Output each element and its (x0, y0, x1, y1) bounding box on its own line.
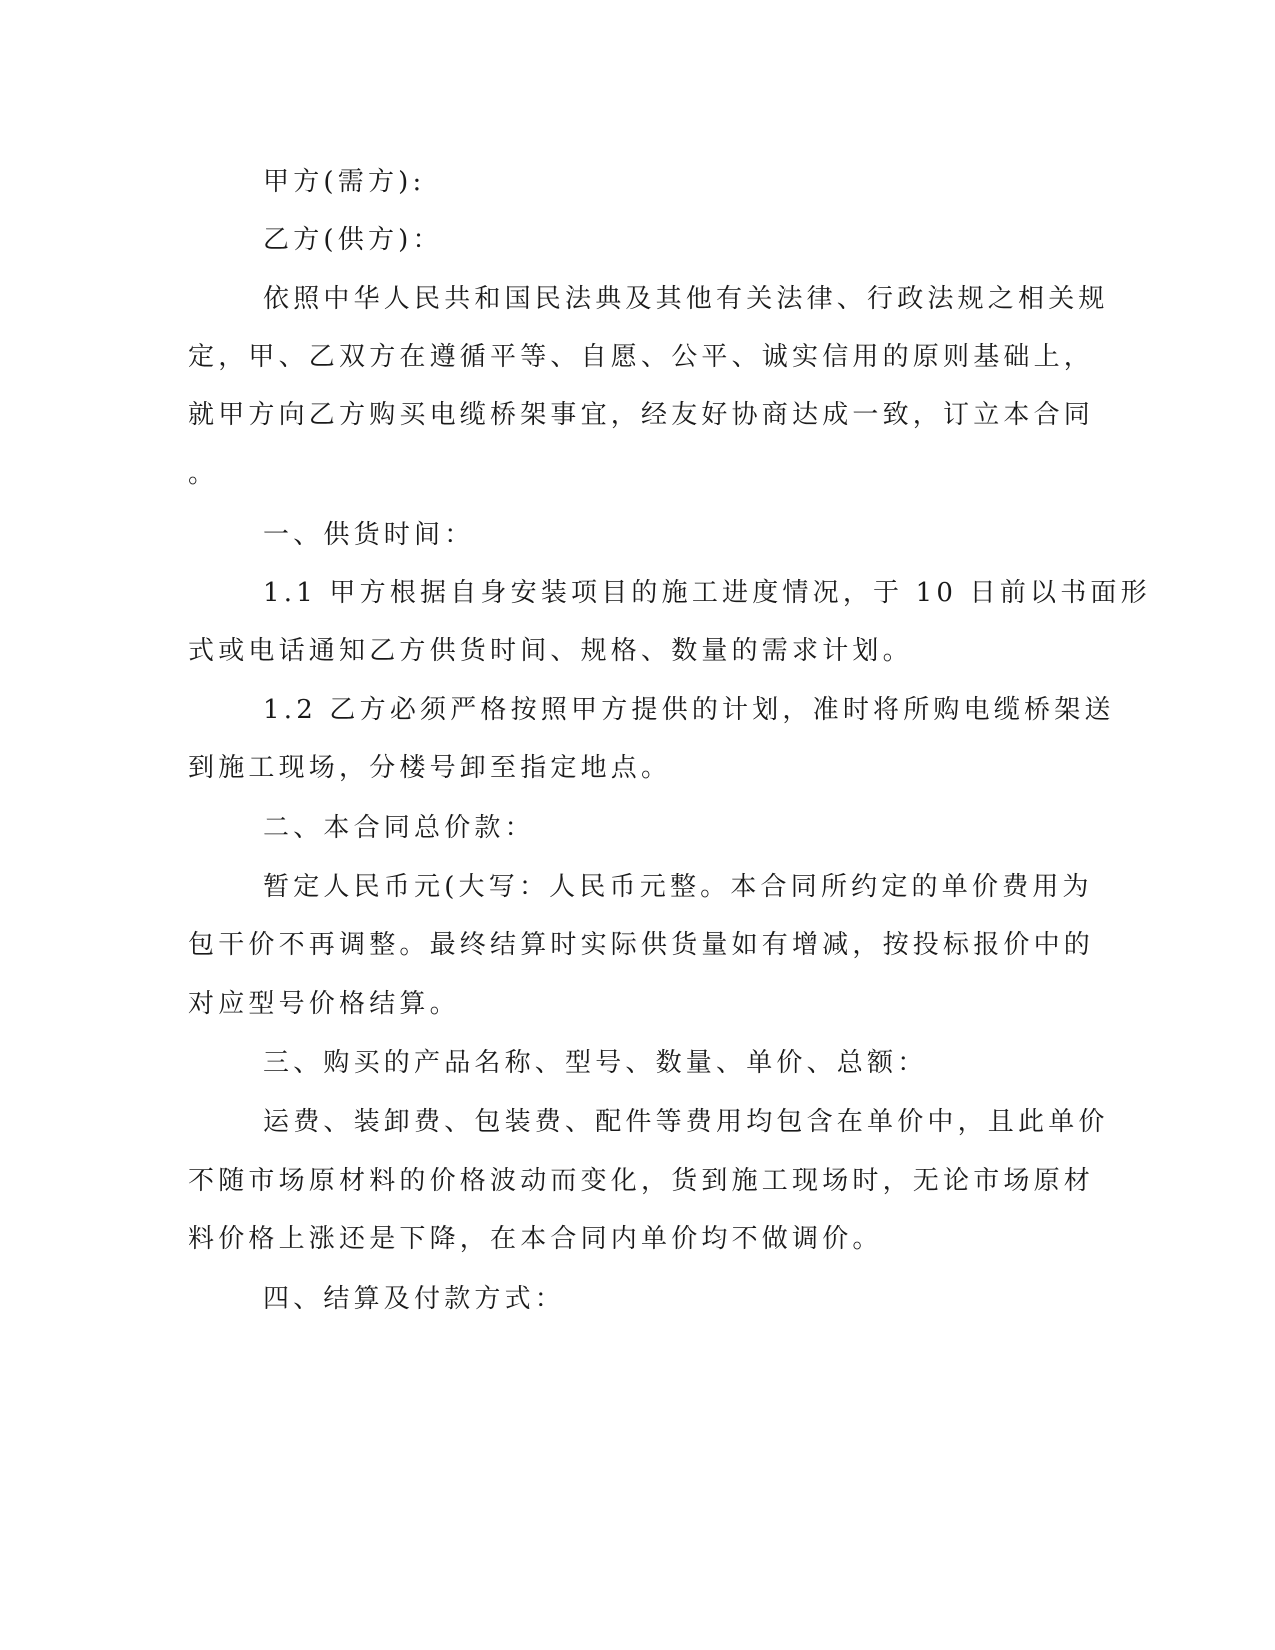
preamble-line-4: 。 (188, 459, 219, 489)
preamble-line-3: 就甲方向乙方购买电缆桥架事宜，经友好协商达成一致，订立本合同 (188, 400, 1095, 430)
section-heading-2: 二、本合同总价款： (263, 813, 535, 843)
party-b-line: 乙方(供方)： (263, 225, 443, 255)
product-line-2: 不随市场原材料的价格波动而变化，货到施工现场时，无论市场原材 (188, 1166, 1095, 1196)
clause-1-1-line-1: 1.1 甲方根据自身安装项目的施工进度情况，于 10 日前以书面形 (263, 578, 1151, 608)
price-line-3: 对应型号价格结算。 (188, 989, 460, 1019)
clause-1-1-line-2: 式或电话通知乙方供货时间、规格、数量的需求计划。 (188, 636, 913, 666)
preamble-line-1: 依照中华人民共和国民法典及其他有关法律、行政法规之相关规 (263, 284, 1109, 314)
price-line-1: 暂定人民币元(大写：人民币元整。本合同所约定的单价费用为 (263, 872, 1093, 902)
product-line-1: 运费、装卸费、包装费、配件等费用均包含在单价中，且此单价 (263, 1107, 1109, 1137)
product-line-3: 料价格上涨还是下降，在本合同内单价均不做调价。 (188, 1224, 883, 1254)
section-heading-1: 一、供货时间： (263, 520, 475, 550)
preamble-line-2: 定，甲、乙双方在遵循平等、自愿、公平、诚实信用的原则基础上， (188, 342, 1095, 372)
clause-1-2-line-2: 到施工现场，分楼号卸至指定地点。 (188, 753, 672, 783)
party-a-line: 甲方(需方): (263, 167, 426, 197)
price-line-2: 包干价不再调整。最终结算时实际供货量如有增减，按投标报价中的 (188, 930, 1095, 960)
clause-1-2-line-1: 1.2 乙方必须严格按照甲方提供的计划，准时将所购电缆桥架送 (263, 695, 1115, 725)
section-heading-4: 四、结算及付款方式： (263, 1284, 566, 1314)
section-heading-3: 三、购买的产品名称、型号、数量、单价、总额： (263, 1048, 928, 1078)
